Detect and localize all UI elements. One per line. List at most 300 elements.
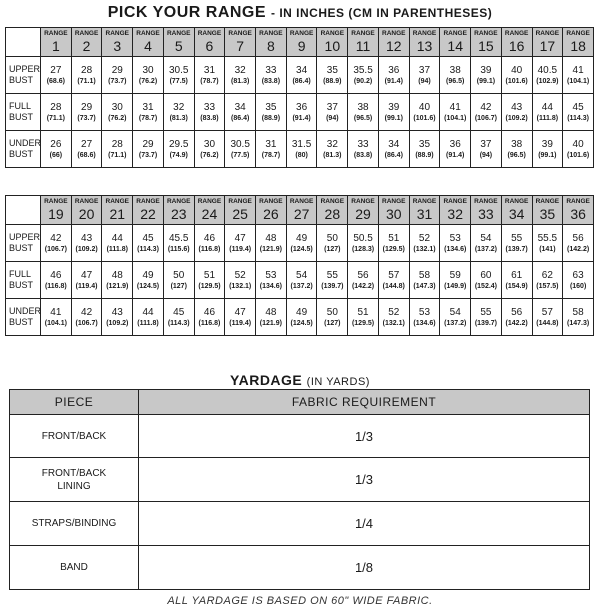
yardage-subtitle: (IN YARDS)	[306, 376, 370, 388]
cm-value: (157.5)	[536, 282, 559, 290]
measurement-cell	[133, 299, 164, 336]
cm-value: (132.1)	[382, 319, 405, 327]
measurement-cell	[471, 131, 502, 168]
inch-value: 54	[480, 232, 492, 244]
range-number: 31	[416, 206, 433, 222]
row-label	[6, 57, 41, 94]
measurement-cell	[225, 262, 256, 299]
cm-value: (101.6)	[505, 77, 528, 85]
inch-value: 31.5	[291, 138, 312, 150]
measurement-cell	[194, 57, 225, 94]
inch-value: 50	[326, 232, 338, 244]
range-number: 19	[48, 206, 64, 222]
measurement-cell	[501, 94, 532, 131]
inch-value: 50	[326, 306, 338, 318]
cm-value: (160)	[569, 282, 587, 290]
piece-header: PIECE	[10, 390, 139, 415]
range-number: 2	[82, 38, 91, 54]
row-label-line: BUST	[9, 149, 34, 159]
measurement-cell	[194, 299, 225, 336]
inch-value: 45	[173, 306, 185, 318]
range-number: 25	[232, 206, 248, 222]
inch-value: 56	[357, 269, 369, 281]
inch-value: 47	[81, 269, 93, 281]
cm-value: (77.5)	[231, 151, 250, 159]
range-label: RANGE	[228, 30, 252, 37]
cm-value: (127)	[324, 245, 341, 253]
inch-value: 54	[449, 306, 461, 318]
measurement-row	[6, 262, 594, 299]
measurement-row	[6, 57, 594, 94]
inch-value: 55.5	[537, 232, 558, 244]
cm-value: (134.6)	[444, 245, 467, 253]
inch-value: 27	[50, 64, 62, 76]
range-header	[501, 196, 532, 225]
measurement-cell	[532, 262, 563, 299]
measurement-cell	[348, 299, 379, 336]
cm-value: (144.8)	[536, 319, 559, 327]
inch-value: 31	[203, 64, 216, 76]
measurement-cell	[71, 225, 102, 262]
cm-value: (119.4)	[229, 245, 252, 253]
inch-value: 40	[572, 138, 584, 150]
inch-value: 31	[142, 101, 154, 113]
range-number: 36	[570, 206, 586, 222]
range-label: RANGE	[443, 198, 467, 205]
inch-value: 52	[388, 306, 400, 318]
range-number: 21	[109, 206, 126, 222]
cm-value: (73.7)	[77, 114, 96, 122]
inch-value: 56	[572, 232, 584, 244]
inch-value: 47	[234, 306, 246, 318]
measurement-cell	[378, 262, 409, 299]
inch-value: 29	[142, 138, 154, 150]
inch-value: 54	[296, 269, 308, 281]
range-number: 33	[478, 206, 494, 222]
measurement-cell	[225, 131, 256, 168]
measurement-cell	[225, 225, 256, 262]
inch-value: 53	[265, 269, 277, 281]
range-header	[102, 196, 133, 225]
measurement-cell	[409, 225, 440, 262]
cm-value: (104.1)	[444, 114, 467, 122]
cm-value: (111.8)	[137, 319, 159, 327]
inch-value: 29.5	[169, 138, 189, 150]
range-label: RANGE	[382, 30, 406, 37]
range-label: RANGE	[289, 198, 314, 205]
measurement-cell	[133, 94, 164, 131]
range-number: 35	[539, 206, 556, 222]
measurement-cell	[378, 94, 409, 131]
inch-value: 55	[326, 269, 338, 281]
yardage-row	[10, 502, 590, 546]
range-number: 27	[293, 206, 310, 222]
range-label: RANGE	[136, 198, 160, 205]
measurement-cell	[102, 299, 133, 336]
cm-value: (124.5)	[290, 245, 313, 253]
range-header	[225, 196, 256, 225]
measurement-cell	[71, 57, 102, 94]
range-label: RANGE	[566, 30, 590, 37]
range-label: RANGE	[289, 30, 314, 37]
range-header-row	[6, 196, 594, 225]
cm-value: (114.3)	[567, 114, 589, 122]
range-label: RANGE	[474, 30, 498, 37]
cm-value: (90.2)	[353, 77, 373, 85]
range-number: 4	[144, 38, 152, 54]
inch-value: 49	[296, 306, 308, 318]
cm-value: (101.6)	[567, 151, 590, 159]
cm-value: (142.2)	[351, 282, 375, 290]
inch-value: 39	[541, 138, 553, 150]
cm-value: (94)	[326, 114, 339, 122]
measurement-cell	[286, 131, 317, 168]
cm-value: (76.2)	[138, 77, 158, 85]
range-header	[194, 28, 225, 57]
yardage-row	[10, 415, 590, 458]
cm-value: (81.3)	[169, 114, 188, 122]
measurement-cell	[41, 94, 72, 131]
measurement-cell	[409, 94, 440, 131]
inch-value: 28	[50, 101, 62, 113]
range-header	[133, 28, 164, 57]
inch-value: 30	[203, 138, 216, 150]
measurement-cell	[286, 94, 317, 131]
cm-value: (91.4)	[446, 151, 465, 159]
range-header	[378, 28, 409, 57]
cm-value: (111.8)	[536, 114, 559, 122]
row-label	[6, 225, 41, 262]
measurement-cell	[440, 299, 471, 336]
cm-value: (91.4)	[384, 77, 403, 85]
inch-value: 51	[388, 232, 400, 244]
inch-value: 43	[111, 306, 123, 318]
cm-value: (66)	[49, 151, 63, 159]
cm-value: (88.9)	[415, 151, 434, 159]
cm-value: (88.9)	[323, 77, 342, 85]
inch-value: 61	[511, 269, 523, 281]
cm-value: (115.6)	[167, 245, 190, 253]
measurement-cell	[317, 94, 348, 131]
row-label	[6, 131, 41, 168]
inch-value: 49	[296, 232, 308, 244]
measurement-cell	[471, 57, 502, 94]
range-header	[348, 28, 379, 57]
measurement-cell	[532, 94, 563, 131]
inch-value: 55	[480, 306, 492, 318]
cm-value: (83.8)	[261, 77, 281, 85]
cm-value: (124.5)	[290, 319, 313, 327]
measurement-cell	[440, 57, 471, 94]
range-header	[563, 196, 594, 225]
inch-value: 35.5	[353, 64, 373, 76]
cm-value: (114.3)	[137, 245, 159, 253]
range-number: 24	[201, 206, 218, 222]
range-number: 14	[447, 38, 463, 54]
cm-value: (81.3)	[231, 77, 250, 85]
inch-value: 45.5	[169, 232, 189, 244]
measurement-cell	[409, 299, 440, 336]
cm-value: (96.5)	[507, 151, 526, 159]
cm-value: (141)	[539, 245, 556, 253]
page-title	[0, 4, 600, 22]
cm-value: (78.7)	[200, 77, 219, 85]
measurement-cell	[256, 299, 287, 336]
piece-name: STRAPS/BINDING	[10, 502, 139, 546]
inch-value: 44	[541, 101, 553, 113]
range-number: 26	[263, 206, 279, 222]
requirement-header: FABRIC REQUIREMENT	[139, 390, 590, 415]
cm-value: (102.9)	[536, 77, 559, 85]
range-header	[440, 196, 471, 225]
inch-value: 29	[111, 64, 123, 76]
range-label: RANGE	[197, 30, 222, 37]
cm-value: (147.3)	[413, 282, 436, 290]
measurement-cell	[133, 57, 164, 94]
range-label: RANGE	[504, 198, 529, 205]
measurement-cell	[409, 131, 440, 168]
cm-value: (137.2)	[474, 245, 498, 253]
measurement-cell	[532, 57, 563, 94]
cm-value: (128.3)	[351, 245, 375, 253]
range-label: RANGE	[74, 198, 99, 205]
cm-value: (119.4)	[229, 319, 252, 327]
inch-value: 60	[480, 269, 492, 281]
yardage-title	[0, 372, 600, 388]
range-header	[102, 28, 133, 57]
inch-value: 31	[265, 138, 277, 150]
range-label: RANGE	[320, 30, 345, 37]
cm-value: (106.7)	[474, 114, 498, 122]
measurement-cell	[378, 57, 409, 94]
inch-value: 38	[449, 64, 461, 76]
measurement-cell	[348, 131, 379, 168]
cm-value: (71.1)	[46, 114, 65, 122]
range-label: RANGE	[412, 198, 437, 205]
title-subtitle: - IN INCHES (CM IN PARENTHESES)	[271, 6, 493, 20]
cm-value: (129.5)	[198, 282, 221, 290]
inch-value: 33	[265, 64, 277, 76]
cm-value: (147.3)	[567, 319, 590, 327]
measurement-cell	[225, 94, 256, 131]
range-number: 13	[416, 38, 433, 54]
range-label: RANGE	[166, 198, 191, 205]
measurement-cell	[286, 57, 317, 94]
range-header	[317, 28, 348, 57]
measurement-cell	[532, 131, 563, 168]
measurement-cell	[532, 299, 563, 336]
cm-value: (83.8)	[353, 151, 373, 159]
inch-value: 41	[50, 306, 62, 318]
range-label: RANGE	[197, 198, 222, 205]
inch-value: 57	[541, 306, 553, 318]
cm-value: (137.2)	[444, 319, 467, 327]
inch-value: 35	[418, 138, 431, 150]
measurement-cell	[317, 225, 348, 262]
yardage-row	[10, 458, 590, 502]
inch-value: 48	[265, 232, 277, 244]
inch-value: 42	[50, 232, 62, 244]
range-number: 23	[170, 206, 187, 222]
range-header	[378, 196, 409, 225]
measurement-cell	[563, 57, 594, 94]
cm-value: (76.2)	[200, 151, 219, 159]
inch-value: 33	[203, 101, 216, 113]
measurement-cell	[286, 225, 317, 262]
cm-value: (132.1)	[413, 245, 436, 253]
measurement-cell	[41, 57, 72, 94]
measurement-cell	[163, 94, 194, 131]
range-number: 32	[447, 206, 463, 222]
inch-value: 26	[50, 138, 62, 150]
cm-value: (142.2)	[567, 245, 590, 253]
range-number: 16	[508, 38, 525, 54]
inch-value: 42	[81, 306, 93, 318]
measurement-cell	[563, 94, 594, 131]
inch-value: 40	[511, 64, 523, 76]
inch-value: 52	[234, 269, 246, 281]
cm-value: (99.1)	[384, 114, 403, 122]
piece-name: FRONT/BACK	[10, 415, 139, 458]
cm-value: (71.1)	[108, 151, 127, 159]
cm-value: (99.1)	[538, 151, 557, 159]
cm-value: (96.5)	[446, 77, 465, 85]
range-label: RANGE	[259, 30, 283, 37]
inch-value: 41	[572, 64, 584, 76]
cm-value: (99.1)	[476, 77, 496, 85]
range-header	[317, 196, 348, 225]
cm-value: (73.7)	[138, 151, 158, 159]
row-label-line: FULL	[9, 269, 32, 279]
cm-value: (109.2)	[75, 245, 98, 253]
inch-value: 32	[234, 64, 246, 76]
range-label: RANGE	[136, 30, 160, 37]
cm-value: (86.4)	[231, 114, 250, 122]
inch-value: 57	[388, 269, 400, 281]
range-label: RANGE	[535, 198, 560, 205]
range-header	[532, 196, 563, 225]
inch-value: 34	[296, 64, 308, 76]
inch-value: 41	[449, 101, 461, 113]
measurement-cell	[194, 94, 225, 131]
inch-value: 46	[50, 269, 62, 281]
row-label-line: BUST	[9, 75, 34, 85]
measurement-cell	[501, 225, 532, 262]
cm-value: (104.1)	[44, 319, 67, 327]
cm-value: (106.7)	[44, 245, 67, 253]
inch-value: 38	[357, 101, 369, 113]
range-header	[501, 28, 532, 57]
range-label: RANGE	[228, 198, 252, 205]
measurement-cell	[256, 94, 287, 131]
range-header	[471, 196, 502, 225]
range-number: 1	[51, 38, 60, 54]
inch-value: 62	[541, 269, 553, 281]
cm-value: (154.9)	[505, 282, 528, 290]
inch-value: 30.5	[230, 138, 250, 150]
measurement-cell	[102, 94, 133, 131]
measurement-cell	[71, 131, 102, 168]
inch-value: 51	[203, 269, 216, 281]
inch-value: 36	[449, 138, 461, 150]
cm-value: (76.2)	[108, 114, 127, 122]
measurement-cell	[563, 262, 594, 299]
inch-value: 51	[357, 306, 369, 318]
row-label-line: UPPER	[9, 232, 41, 242]
inch-value: 27	[81, 138, 93, 150]
cm-value: (149.9)	[444, 282, 467, 290]
inch-value: 39	[480, 64, 492, 76]
inch-value: 39	[388, 101, 400, 113]
measurement-cell	[317, 131, 348, 168]
inch-value: 53	[418, 306, 431, 318]
measurement-cell	[163, 262, 194, 299]
range-label: RANGE	[166, 30, 191, 37]
range-number: 18	[570, 38, 586, 54]
range-label: RANGE	[105, 30, 130, 37]
inch-value: 43	[81, 232, 93, 244]
range-number: 29	[355, 206, 371, 222]
inch-value: 33	[357, 138, 369, 150]
inch-value: 28	[111, 138, 123, 150]
range-header	[409, 28, 440, 57]
cm-value: (94)	[479, 151, 493, 159]
range-header	[163, 28, 194, 57]
cm-value: (142.2)	[505, 319, 528, 327]
cm-value: (94)	[418, 77, 431, 85]
range-header	[194, 196, 225, 225]
range-header	[409, 196, 440, 225]
cm-value: (127)	[324, 319, 341, 327]
inch-value: 29	[81, 101, 93, 113]
title-main: PICK YOUR RANGE	[107, 4, 267, 21]
cm-value: (80)	[295, 151, 308, 159]
range-header	[41, 28, 72, 57]
inch-value: 35	[265, 101, 277, 113]
measurement-cell	[163, 299, 194, 336]
measurement-cell	[41, 225, 72, 262]
range-number: 6	[205, 38, 214, 54]
measurement-cell	[501, 57, 532, 94]
range-number: 5	[174, 38, 183, 54]
measurement-cell	[163, 225, 194, 262]
range-header	[163, 196, 194, 225]
measurement-cell	[71, 262, 102, 299]
inch-value: 32	[326, 138, 338, 150]
range-label: RANGE	[504, 30, 529, 37]
range-number: 10	[324, 38, 341, 54]
inch-value: 45	[572, 101, 584, 113]
row-label-line: FULL	[9, 101, 32, 111]
range-header	[563, 28, 594, 57]
cm-value: (81.3)	[323, 151, 342, 159]
row-label-line: BUST	[9, 317, 34, 327]
cm-value: (73.7)	[108, 77, 127, 85]
range-header	[440, 28, 471, 57]
row-label-line: UNDER	[9, 306, 42, 316]
range-number: 34	[508, 206, 525, 222]
measurement-cell	[471, 299, 502, 336]
cm-value: (119.4)	[75, 282, 98, 290]
row-label-line: UNDER	[9, 138, 42, 148]
measurement-cell	[501, 299, 532, 336]
cm-value: (101.6)	[413, 114, 436, 122]
inch-value: 46	[203, 306, 216, 318]
inch-value: 32	[173, 101, 185, 113]
measurement-cell	[41, 131, 72, 168]
range-number: 7	[236, 38, 245, 54]
range-header-row	[6, 28, 594, 57]
